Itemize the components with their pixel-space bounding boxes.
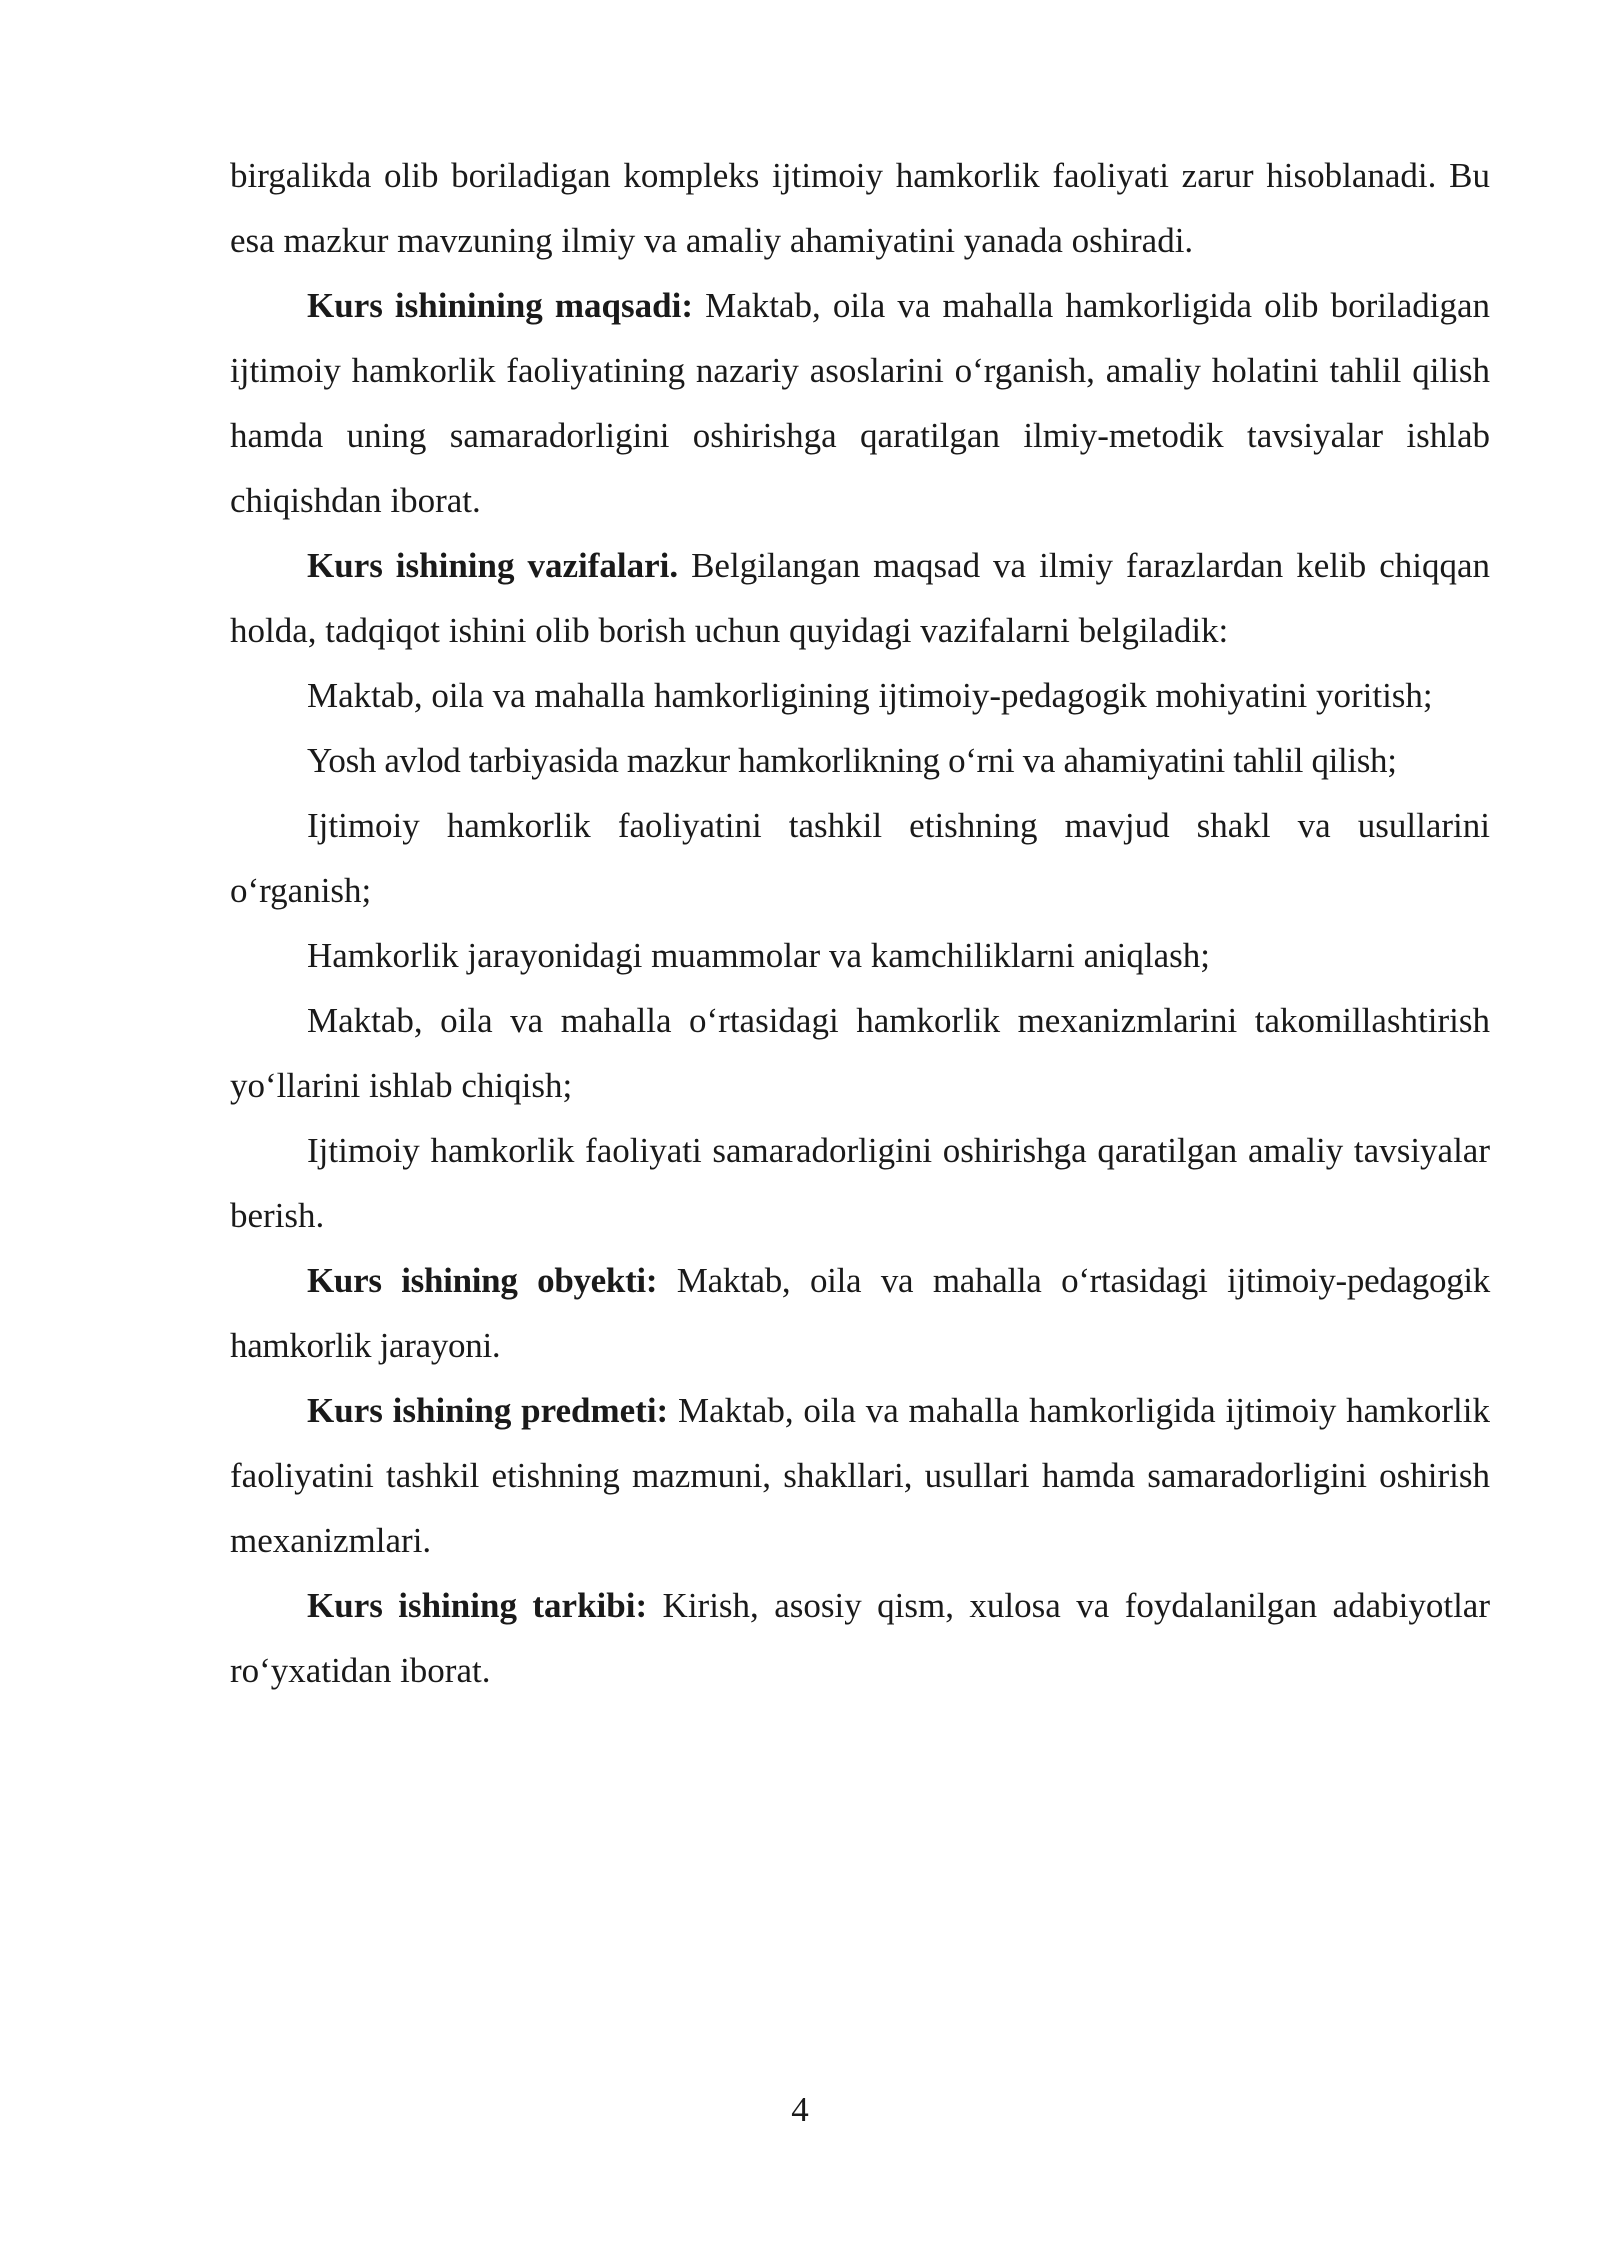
paragraph-lead: Kurs ishining predmeti: <box>307 1391 669 1430</box>
page-body <box>230 143 1490 1703</box>
paragraph-tasks <box>230 533 1490 663</box>
task-item-5 <box>230 988 1490 1118</box>
paragraph-structure <box>230 1573 1490 1703</box>
paragraph-text: Kirish, asosiy qism, xulosa va foydalanilgan adabiyotlar ro‘yxatidan iborat. <box>230 1586 1490 1690</box>
paragraph-text: Hamkorlik jarayonidagi muammolar va kamchiliklarni aniqlash; <box>307 936 1210 975</box>
paragraph-goal <box>230 273 1490 533</box>
paragraph-lead: Kurs ishining vazifalari. <box>307 546 679 585</box>
paragraph-lead: Kurs ishinining maqsadi: <box>307 286 693 325</box>
paragraph-lead: Kurs ishining tarkibi: <box>307 1586 648 1625</box>
paragraph-text: birgalikda olib boriladigan kompleks ijtimoiy hamkorlik faoliyati zarur hisoblanadi. Bu esa mazkur mavzuning ilmiy va amaliy ahamiyatini yanada oshiradi. <box>230 156 1490 260</box>
paragraph-lead: Kurs ishining obyekti: <box>307 1261 658 1300</box>
page-number: 4 <box>791 2090 809 2129</box>
task-item-6 <box>230 1118 1490 1248</box>
paragraph-text: Maktab, oila va mahalla hamkorligida olib boriladigan ijtimoiy hamkorlik faoliyatining nazariy asoslarini o‘rganish, amaliy holatini tahlil qilish hamda uning samaradorligini oshirishga qaratilgan ilmiy-metodik tavsiyalar ishlab chiqishdan iborat. <box>230 286 1490 520</box>
paragraph-text: Yosh avlod tarbiyasida mazkur hamkorlikning o‘rni va ahamiyatini tahlil qilish; <box>307 741 1397 780</box>
paragraph-text: Maktab, oila va mahalla o‘rtasidagi ijtimoiy-pedagogik hamkorlik jarayoni. <box>230 1261 1490 1365</box>
paragraph-text: Maktab, oila va mahalla o‘rtasidagi hamkorlik mexanizmlarini takomillashtirish yo‘llarini ishlab chiqish; <box>230 1001 1490 1105</box>
paragraph-text: Belgilangan maqsad va ilmiy farazlardan kelib chiqqan holda, tadqiqot ishini olib borish uchun quyidagi vazifalarni belgiladik: <box>230 546 1491 650</box>
paragraph-text: Maktab, oila va mahalla hamkorligining ijtimoiy-pedagogik mohiyatini yoritish; <box>307 676 1433 715</box>
paragraph-object <box>230 1248 1490 1378</box>
paragraph-text: Ijtimoiy hamkorlik faoliyati samaradorligini oshirishga qaratilgan amaliy tavsiyalar berish. <box>230 1131 1490 1235</box>
paragraph-text: Maktab, oila va mahalla hamkorligida ijtimoiy hamkorlik faoliyatini tashkil etishning mazmuni, shakllari, usullari hamda samaradorligini oshirish mexanizmlari. <box>230 1391 1490 1560</box>
task-item-3 <box>230 793 1490 923</box>
paragraph-text: Ijtimoiy hamkorlik faoliyatini tashkil etishning mavjud shakl va usullarini o‘rganish; <box>230 806 1490 910</box>
paragraph-intro-continuation <box>230 143 1490 273</box>
task-item-2 <box>230 728 1490 793</box>
paragraph-subject <box>230 1378 1490 1573</box>
task-item-1 <box>230 663 1490 728</box>
task-item-4 <box>230 923 1490 988</box>
